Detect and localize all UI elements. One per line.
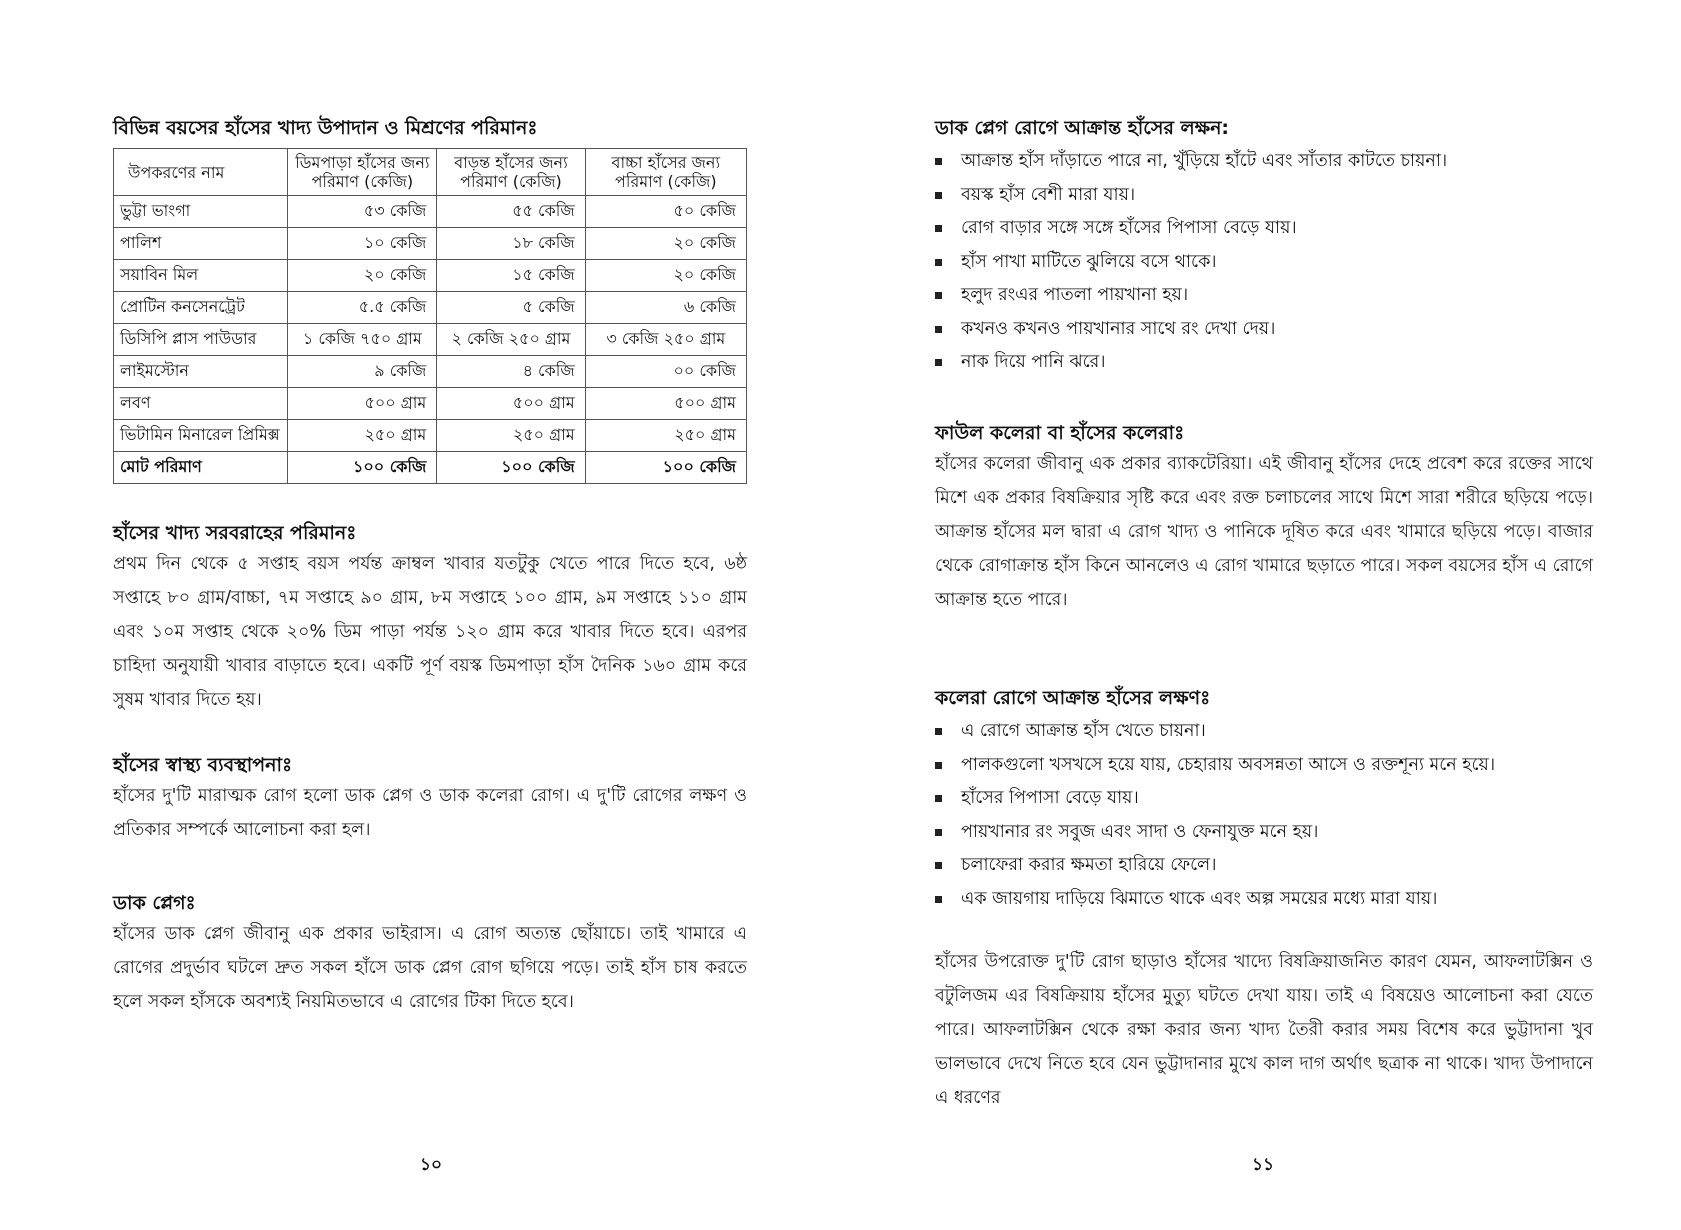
health-paragraph: হাঁসের দু'টি মারাত্মক রোগ হলো ডাক প্লেগ ও ডাক কলেরা রোগ। এ দু'টি রোগের লক্ষণ ও প্রতিকার সম্পর্কে আলোচনা করা হল। — [113, 786, 747, 840]
list-item — [935, 849, 1495, 883]
square-bullet-icon — [935, 326, 942, 333]
square-bullet-icon — [935, 292, 942, 299]
list-item-text: হাঁস পাখা মাটিতে ঝুলিয়ে বসে থাকে। — [961, 251, 1217, 272]
supply-heading: হাঁসের খাদ্য সরবরাহের পরিমানঃ — [113, 522, 357, 544]
square-bullet-icon — [935, 762, 942, 769]
quantity-cell: ১০ কেজি — [288, 228, 437, 260]
quantity-cell: ৪ কেজি — [437, 356, 585, 388]
plague-symptoms-list — [935, 145, 1447, 380]
quantity-cell: ১৮ কেজি — [437, 228, 585, 260]
quantity-cell: ২৫০ গ্রাম — [288, 420, 437, 452]
table-row — [114, 260, 747, 292]
quantity-cell: ৬ কেজি — [585, 292, 746, 324]
square-bullet-icon — [935, 862, 942, 869]
square-bullet-icon — [935, 795, 942, 802]
quantity-cell: ৫০০ গ্রাম — [585, 388, 746, 420]
page-number-left: ১০ — [420, 1155, 443, 1175]
ingredient-name-cell: পালিশ — [114, 228, 288, 260]
list-item — [935, 313, 1447, 347]
quantity-cell: ২ কেজি ২৫০ গ্রাম — [437, 324, 585, 356]
quantity-cell: ৫০০ গ্রাম — [288, 388, 437, 420]
list-item-text: পায়খানার রং সবুজ এবং সাদা ও ফেনাযুক্ত মনে হয়। — [961, 821, 1319, 842]
page-number-right: ১১ — [1252, 1155, 1275, 1175]
list-item — [935, 883, 1495, 917]
list-item — [935, 145, 1447, 179]
closing-paragraph: হাঁসের উপরোক্ত দু'টি রোগ ছাড়াও হাঁসের খাদ্যে বিষক্রিয়াজনিত কারণ যেমন, আফলাটক্সিন ও বটুলিজম এর বিষক্রিয়ায় হাঁসের মুত্যু ঘটতে দেখা যায়। তাই এ বিষয়েও আলোচনা করা যেতে পারে। আফলাটক্সিন থেকে রক্ষা করার জন্য খাদ্য তৈরী করার সময় বিশেষ করে ভুট্টাদানা খুব ভালভাবে দেখে নিতে হবে যেন ভুট্টাদানার মুখে কাল দাগ অর্থাৎ ছত্রাক না থাকে। খাদ্য উপাদানে এ ধরণের — [935, 952, 1593, 1108]
list-item — [935, 715, 1495, 749]
square-bullet-icon — [935, 225, 942, 232]
ingredient-name-cell: ভুট্টা ভাংগা — [114, 196, 288, 228]
ingredient-name-cell: ডিসিপি প্লাস পাউডার — [114, 324, 288, 356]
quantity-cell: ৫০ কেজি — [585, 196, 746, 228]
quantity-cell: ০০ কেজি — [585, 356, 746, 388]
plague-symptoms-heading: ডাক প্লেগ রোগে আক্রান্ত হাঁসের লক্ষন: — [935, 117, 1230, 139]
table-row — [114, 196, 747, 228]
supply-paragraph: প্রথম দিন থেকে ৫ সপ্তাহ বয়স পর্যন্ত ক্রাম্বল খাবার যতটুকু খেতে পারে দিতে হবে, ৬ষ্ঠ সপ্তাহে ৮০ গ্রাম/বাচ্চা, ৭ম সপ্তাহে ৯০ গ্রাম, ৮ম সপ্তাহে ১০০ গ্রাম, ৯ম সপ্তাহে ১১০ গ্রাম এবং ১০ম সপ্তাহ থেকে ২০% ডিম পাড়া পর্যন্ত ১২০ গ্রাম করে খাবার দিতে হবে। এরপর চাহিদা অনুযায়ী খাবার বাড়াতে হবে। একটি পূর্ণ বয়স্ক ডিমপাড়া হাঁস দৈনিক ১৬০ গ্রাম করে সুষম খাবার দিতে হয়। — [113, 554, 747, 710]
col-header-layer: ডিমপাড়া হাঁসের জন্য পরিমাণ (কেজি) — [288, 149, 437, 196]
list-item-text: হাঁসের পিপাসা বেড়ে যায়। — [961, 788, 1139, 808]
table-row — [114, 388, 747, 420]
quantity-cell: ২০ কেজি — [288, 260, 437, 292]
list-item — [935, 782, 1495, 816]
table-row — [114, 356, 747, 388]
quantity-cell: ৩ কেজি ২৫০ গ্রাম — [585, 324, 746, 356]
quantity-cell: ২০ কেজি — [585, 260, 746, 292]
list-item-text: এ রোগে আক্রান্ত হাঁস খেতে চায়না। — [961, 721, 1206, 741]
quantity-cell: ৯ কেজি — [288, 356, 437, 388]
col-header-duckling: বাচ্চা হাঁসের জন্য পরিমাণ (কেজি) — [585, 149, 746, 196]
cholera-symptoms-heading: কলেরা রোগে আক্রান্ত হাঁসের লক্ষণঃ — [935, 687, 1211, 709]
list-item — [935, 346, 1447, 380]
list-item-text: এক জায়গায় দাড়িয়ে ঝিমাতে থাকে এবং অল্প সময়ের মধ্যে মারা যায়। — [961, 888, 1438, 909]
list-item — [935, 749, 1495, 783]
quantity-cell: ২০ কেজি — [585, 228, 746, 260]
table-total-row — [114, 452, 747, 484]
list-item — [935, 179, 1447, 213]
list-item-text: নাক দিয়ে পানি ঝরে। — [961, 352, 1106, 372]
square-bullet-icon — [935, 158, 942, 165]
ingredient-name-cell: সয়াবিন মিল — [114, 260, 288, 292]
square-bullet-icon — [935, 829, 942, 836]
fowl-cholera-heading: ফাউল কলেরা বা হাঁসের কলেরাঃ — [935, 422, 1185, 444]
list-item-text: আক্রান্ত হাঁস দাঁড়াতে পারে না, খুঁড়িয়ে হাঁটে এবং সাঁতার কাটতে চায়না। — [961, 151, 1448, 171]
quantity-cell: ১৫ কেজি — [437, 260, 585, 292]
health-heading: হাঁসের স্বাস্থ্য ব্যবস্থাপনাঃ — [113, 754, 293, 776]
quantity-cell: ৫০০ গ্রাম — [437, 388, 585, 420]
col-header-grower: বাড়ন্ত হাঁসের জন্য পরিমাণ (কেজি) — [437, 149, 585, 196]
quantity-cell: ৫৩ কেজি — [288, 196, 437, 228]
feed-composition-table — [113, 148, 747, 484]
list-item-text: কখনও কখনও পায়খানার সাথে রং দেখা দেয়। — [961, 318, 1276, 339]
quantity-cell: ৫ কেজি — [437, 292, 585, 324]
col-header-ingredient: উপকরণের নাম — [114, 149, 288, 196]
list-item-text: পালকগুলো খসখসে হয়ে যায়, চেহারায় অবসন্নতা আসে ও রক্তশূন্য মনে হয়ে। — [961, 754, 1496, 775]
list-item — [935, 246, 1447, 280]
ingredient-name-cell: মোট পরিমাণ — [114, 452, 288, 484]
quantity-cell: ১০০ কেজি — [585, 452, 746, 484]
ingredient-name-cell: লবণ — [114, 388, 288, 420]
quantity-cell: ২৫০ গ্রাম — [437, 420, 585, 452]
square-bullet-icon — [935, 728, 942, 735]
ingredient-name-cell: প্রোটিন কনসেনট্রেট — [114, 292, 288, 324]
list-item-text: রোগ বাড়ার সঙ্গে সঙ্গে হাঁসের পিপাসা বেড়ে যায়। — [961, 218, 1297, 238]
list-item-text: চলাফেরা করার ক্ষমতা হারিয়ে ফেলে। — [961, 855, 1217, 875]
quantity-cell: ২৫০ গ্রাম — [585, 420, 746, 452]
quantity-cell: ১০০ কেজি — [288, 452, 437, 484]
ingredient-name-cell: লাইমস্টোন — [114, 356, 288, 388]
ingredient-name-cell: ভিটামিন মিনারেল প্রিমিক্স — [114, 420, 288, 452]
cholera-symptoms-list — [935, 715, 1495, 916]
table-header-row — [114, 149, 747, 196]
table-row — [114, 324, 747, 356]
quantity-cell: ১০০ কেজি — [437, 452, 585, 484]
list-item-text: হলুদ রংএর পাতলা পায়খানা হয়। — [961, 285, 1189, 305]
quantity-cell: ১ কেজি ৭৫০ গ্রাম — [288, 324, 437, 356]
list-item — [935, 212, 1447, 246]
duck-plague-paragraph: হাঁসের ডাক প্লেগ জীবানু এক প্রকার ভাইরাস। এ রোগ অত্যন্ত ছোঁয়াচে। তাই খামারে এ রোগের প্রদুর্ভাব ঘটলে দ্রুত সকল হাঁসে ডাক প্লেগ রোগ ছগিয়ে পড়ে। তাই হাঁস চাষ করতে হলে সকল হাঁসকে অবশ্যই নিয়মিতভাবে এ রোগের টিকা দিতে হবে। — [113, 924, 747, 1012]
quantity-cell: ৫৫ কেজি — [437, 196, 585, 228]
quantity-cell: ৫.৫ কেজি — [288, 292, 437, 324]
table-row — [114, 420, 747, 452]
square-bullet-icon — [935, 259, 942, 266]
square-bullet-icon — [935, 359, 942, 366]
duck-plague-heading: ডাক প্লেগঃ — [113, 892, 196, 914]
table-heading: বিভিন্ন বয়সের হাঁসের খাদ্য উপাদান ও মিশ্রণের পরিমানঃ — [113, 117, 538, 139]
table-row — [114, 292, 747, 324]
square-bullet-icon — [935, 192, 942, 199]
list-item — [935, 816, 1495, 850]
list-item-text: বয়স্ক হাঁস বেশী মারা যায়। — [961, 184, 1136, 205]
table-row — [114, 228, 747, 260]
fowl-cholera-paragraph: হাঁসের কলেরা জীবানু এক প্রকার ব্যাকটেরিয়া। এই জীবানু হাঁসের দেহে প্রবেশ করে রক্তের সাথে মিশে এক প্রকার বিষক্রিয়ার সৃষ্টি করে এবং রক্ত চলাচলের সাথে মিশে সারা শরীরে ছড়িয়ে পড়ে। আক্রান্ত হাঁসের মল দ্বারা এ রোগ খাদ্য ও পানিকে দূষিত করে এবং খামারে ছড়িয়ে পড়ে। বাজার থেকে রোগাক্রান্ত হাঁস কিনে আনলেও এ রোগ খামারে ছড়াতে পারে। সকল বয়সের হাঁস এ রোগে আক্রান্ত হতে পারে। — [935, 454, 1593, 610]
square-bullet-icon — [935, 896, 942, 903]
list-item — [935, 279, 1447, 313]
